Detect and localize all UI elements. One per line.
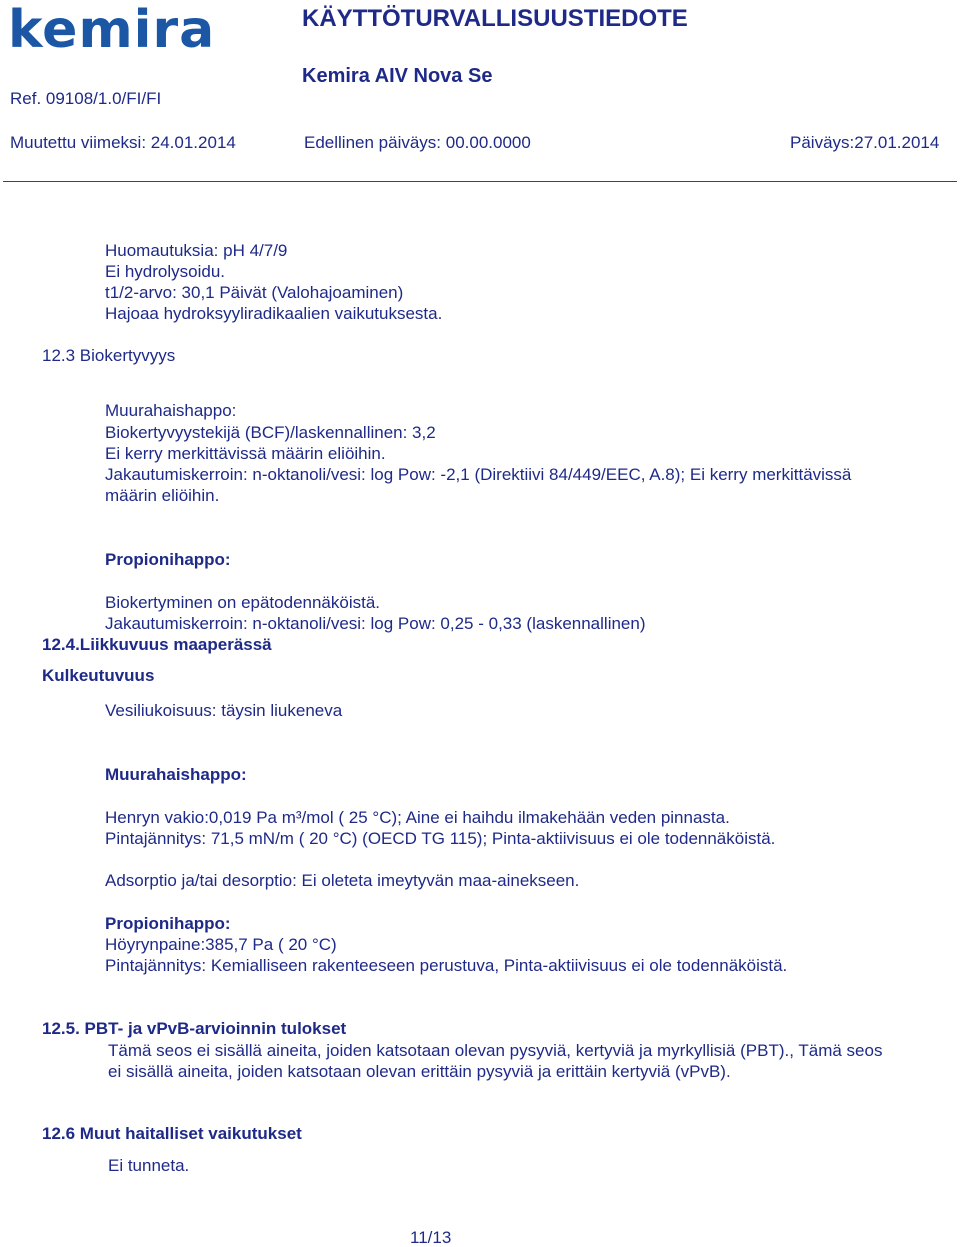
text-line: Biokertyvyystekijä (BCF)/laskennallinen: 3,2 [105, 423, 436, 442]
text-line: Adsorptio ja/tai desorptio: Ei oleteta imeytyvän maa-ainekseen. [105, 871, 580, 890]
issue-date: Päiväys:27.01.2014 [790, 133, 940, 152]
text-line: Tämä seos ei sisällä aineita, joiden katsotaan olevan pysyviä, kertyviä ja myrkyllisiä (PBT)., Tämä seos [108, 1041, 883, 1060]
page-number: 11/13 [410, 1228, 452, 1247]
text-line: Ei kerry merkittävissä määrin eliöihin. [105, 444, 386, 463]
section-heading-12-4: 12.4.Liikkuvuus maaperässä [42, 635, 272, 654]
modified-date: Muutettu viimeksi: 24.01.2014 [10, 133, 236, 152]
subheading: Kulkeutuvuus [42, 666, 155, 685]
section-heading-12-3: 12.3 Biokertyvyys [42, 346, 176, 365]
section-heading-12-5: 12.5. PBT- ja vPvB-arvioinnin tulokset [42, 1019, 347, 1038]
section-heading-12-6: 12.6 Muut haitalliset vaikutukset [42, 1124, 302, 1143]
text-line: Höyrynpaine:385,7 Pa ( 20 °C) [105, 935, 337, 954]
text-line: Henryn vakio:0,019 Pa m³/mol ( 25 °C); Aine ei haihdu ilmakehään veden pinnasta. [105, 808, 730, 827]
substance-label: Muurahaishappo: [105, 765, 247, 784]
reference-number: Ref. 09108/1.0/FI/FI [10, 89, 162, 108]
notes-line: t1/2-arvo: 30,1 Päivät (Valohajoaminen) [105, 283, 404, 302]
text-line: määrin eliöihin. [105, 486, 220, 505]
notes-line: Ei hydrolysoidu. [105, 262, 226, 281]
text-line: Jakautumiskerroin: n-oktanoli/vesi: log Pow: -2,1 (Direktiivi 84/449/EEC, A.8); Ei kerry merkittävissä [105, 465, 852, 484]
text-line: Vesiliukoisuus: täysin liukeneva [105, 701, 343, 720]
text-line: Pintajännitys: 71,5 mN/m ( 20 °C) (OECD TG 115); Pinta-aktiivisuus ei ole todennäköistä. [105, 829, 776, 848]
previous-date: Edellinen päiväys: 00.00.0000 [304, 133, 531, 152]
text-line: Biokertyminen on epätodennäköistä. [105, 593, 381, 612]
notes-line: Hajoaa hydroksyyliradikaalien vaikutuksesta. [105, 304, 443, 323]
logo: kemira [8, 0, 216, 60]
substance-label: Propionihappo: [105, 914, 231, 933]
text-line: Jakautumiskerroin: n-oktanoli/vesi: log Pow: 0,25 - 0,33 (laskennallinen) [105, 614, 646, 633]
document-title: KÄYTTÖTURVALLISUUSTIEDOTE [302, 5, 688, 32]
text-line: ei sisällä aineita, joiden katsotaan olevan erittäin pysyviä ja erittäin kertyviä (vPvB). [108, 1062, 731, 1081]
notes-line: Huomautuksia: pH 4/7/9 [105, 241, 288, 260]
substance-label: Muurahaishappo: [105, 401, 237, 420]
substance-label: Propionihappo: [105, 550, 231, 569]
text-line: Ei tunneta. [108, 1156, 190, 1175]
text-line: Pintajännitys: Kemialliseen rakenteeseen perustuva, Pinta-aktiivisuus ei ole todennäköistä. [105, 956, 788, 975]
header-divider [3, 181, 957, 182]
product-name: Kemira AIV Nova Se [302, 65, 493, 87]
